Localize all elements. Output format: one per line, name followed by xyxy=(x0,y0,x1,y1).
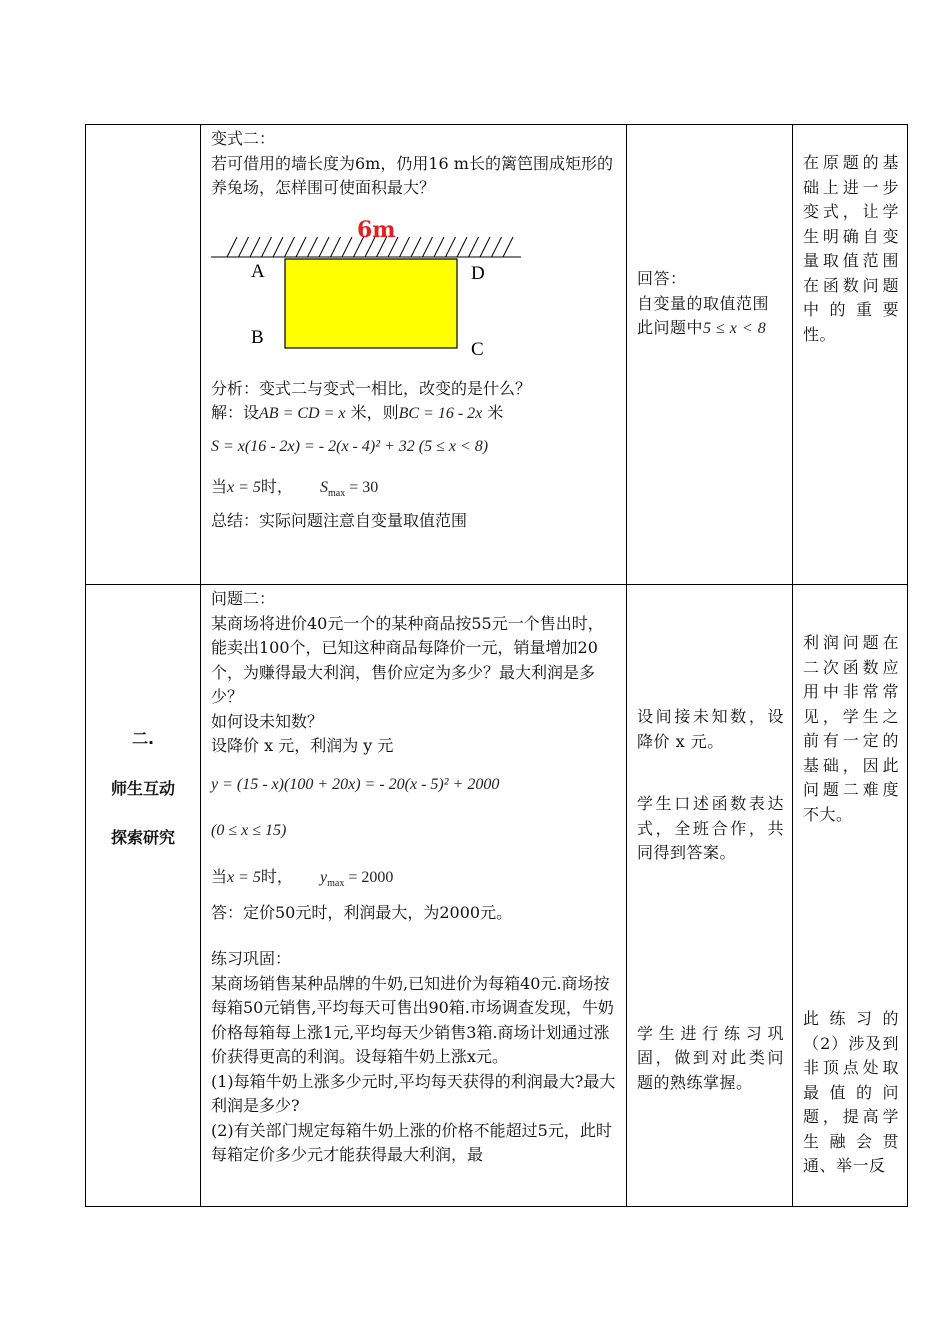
s-max-value: = 30 xyxy=(345,478,379,496)
label-a: A xyxy=(251,260,265,282)
intent-cell-problem-two xyxy=(793,585,908,1207)
solution-line xyxy=(211,401,618,427)
when-time-2: 时， xyxy=(260,866,293,886)
wall-hatch-mark xyxy=(227,237,237,257)
stage-cell xyxy=(86,585,201,1207)
solution-suffix: 米 xyxy=(482,403,504,422)
wall-hatch-mark xyxy=(308,237,318,257)
wall-hatch-mark xyxy=(239,237,249,257)
wall-hatch-mark xyxy=(296,237,306,257)
student-cell-problem-two xyxy=(627,585,793,1207)
student-range: 5 ≤ x < 8 xyxy=(703,320,767,337)
solution-mid: 米，则 xyxy=(345,403,399,422)
stage-line-1: 师生互动 xyxy=(110,778,175,798)
student-activity-1: 设间接未知数，设降价 x 元。 xyxy=(637,707,784,751)
practice-question-2: (2)有关部门规定每箱牛奶上涨的价格不能超过5元，此时每箱定价多少元才能获得最大利润，最 xyxy=(211,1120,612,1164)
vertex-condition xyxy=(211,467,618,507)
table-row-problem-two xyxy=(86,585,908,1207)
how-to-set-unknown: 如何设未知数？ xyxy=(211,711,324,731)
variant-two-question: 若可借用的墙长度为6m，仍用16 m长的篱笆围成矩形的养兔场，怎样围可使面积最大？ xyxy=(211,153,613,197)
when-time: 时， xyxy=(260,476,293,496)
problem-two-answer: 答：定价50元时，利润最大，为2000元。 xyxy=(211,902,513,922)
wall-hatch-mark xyxy=(273,237,283,257)
problem-two-question: 某商场将进价40元一个的某种商品按55元一个售出时，能卖出100个，已知这种商品每降价一元，销量增加20个，为赚得最大利润，售价应定为多少？最大利润是多少？ xyxy=(211,613,604,706)
variant-two-title: 变式二： xyxy=(211,129,276,148)
student-activity-2: 学生口述函数表达式，全班合作，共同得到答案。 xyxy=(637,794,784,862)
wall-hatch-mark xyxy=(331,237,341,257)
content-cell-problem-two xyxy=(201,585,627,1207)
s-max-sub: max xyxy=(328,487,346,499)
wall-hatch-mark xyxy=(262,237,272,257)
wall-length-label: 6m xyxy=(357,216,396,243)
practice-text: 某商场销售某种品牌的牛奶,已知进价为每箱40元.商场按每箱50元销售,平均每天可售出90箱.市场调查发现，牛奶价格每箱每上涨1元,平均每天少销售3箱.商场计划通过涨价获得更高的利润。设每箱牛奶上涨x元。 xyxy=(211,973,614,1066)
wall-hatch-mark xyxy=(434,237,444,257)
content-cell-variant-two xyxy=(201,125,627,585)
area-formula: S = x(16 - 2x) = - 2(x - 4)² + 32 (5 ≤ x < 8) xyxy=(211,437,489,455)
label-d: D xyxy=(471,262,485,284)
wall-hatch-mark xyxy=(342,237,352,257)
wall-hatch-mark xyxy=(457,237,467,257)
solution-bc: BC = 16 - 2x xyxy=(398,405,483,422)
when-prefix-2: 当 xyxy=(211,866,228,886)
solution-prefix: 解：设 xyxy=(211,403,260,422)
problem-two-title: 问题二： xyxy=(211,589,276,608)
intent-problem-two: 利润问题在二次函数应用中非常常见，学生之前有一定的基础，因此问题二难度不大。 xyxy=(803,633,899,824)
when-x: x = 5 xyxy=(227,478,261,496)
profit-domain: (0 ≤ x ≤ 15) xyxy=(211,821,287,839)
student-activity-3: 学生进行练习巩固，做到对此类问题的熟练掌握。 xyxy=(637,1023,784,1092)
stage-line-2: 探索研究 xyxy=(110,828,175,847)
when-prefix: 当 xyxy=(211,476,228,496)
label-b: B xyxy=(251,326,264,348)
student-answer-text: 自变量的取值范围 xyxy=(637,293,770,313)
stage-number: 二. xyxy=(131,729,155,748)
solution-ab: AB = CD = x xyxy=(259,405,346,422)
profit-formula: y = (15 - x)(100 + 20x) = - 20(x - 5)² + 2000 xyxy=(211,775,500,793)
intent-cell-variant-two xyxy=(793,125,908,585)
student-answer-label: 回答： xyxy=(637,269,687,288)
wall-hatch-mark xyxy=(446,237,456,257)
wall-hatch-mark xyxy=(503,237,513,257)
let-statement: 设降价 x 元，利润为 y 元 xyxy=(211,736,394,755)
wall-hatch-mark xyxy=(480,237,490,257)
summary-text: 总结：实际问题注意自变量取值范围 xyxy=(211,510,468,530)
wall-hatch-mark xyxy=(319,237,329,257)
wall-hatch-mark xyxy=(469,237,479,257)
wall-hatch-mark xyxy=(250,237,260,257)
label-c: C xyxy=(471,338,484,360)
profit-vertex-condition xyxy=(211,857,618,897)
wall-hatch-mark xyxy=(400,237,410,257)
y-max-value: = 2000 xyxy=(344,868,394,886)
s-max-symbol: S xyxy=(320,478,329,496)
practice-title: 练习巩固： xyxy=(211,949,292,968)
wall-hatch-mark xyxy=(492,237,502,257)
practice-question-1: (1)每箱牛奶上涨多少元时,平均每天获得的利润最大?最大利润是多少? xyxy=(211,1071,616,1115)
intent-variant-two: 在原题的基础上进一步变式，让学生明确自变量取值范围在函数问题中的重要性。 xyxy=(803,153,899,344)
wall-hatch-mark xyxy=(423,237,433,257)
y-max-symbol: y xyxy=(320,868,328,886)
rabbit-pen-figure xyxy=(209,207,529,371)
analysis-text: 分析：变式二与变式一相比，改变的是什么？ xyxy=(211,378,532,398)
student-cell-variant-two xyxy=(627,125,793,585)
student-range-prefix: 此问题中 xyxy=(637,318,704,337)
intent-practice: 此练习的（2）涉及到非顶点处取最值的问题，提高学生融会贯通、举一反 xyxy=(803,1009,899,1175)
y-max-sub: max xyxy=(327,877,345,889)
stage-cell-empty xyxy=(86,125,201,585)
lesson-plan-table xyxy=(85,124,908,1207)
wall-hatch-mark xyxy=(411,237,421,257)
wall-hatch-mark xyxy=(285,237,295,257)
pen-rectangle xyxy=(285,259,457,348)
when-x-2: x = 5 xyxy=(227,868,261,886)
student-range-line xyxy=(637,316,784,342)
table-row-variant-two xyxy=(86,125,908,585)
